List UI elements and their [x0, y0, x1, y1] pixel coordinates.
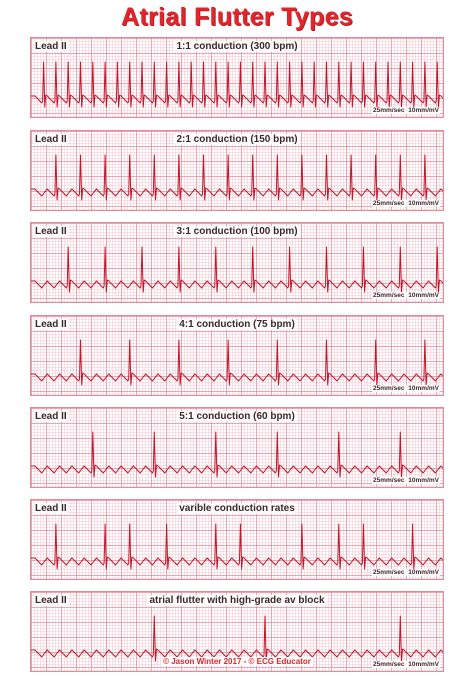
copyright-credit: © Jason Winter 2017 - © ECG Educator: [163, 657, 311, 666]
lead-label: Lead II: [35, 319, 67, 330]
lead-label: Lead II: [35, 411, 67, 422]
calibration-label: 25mm/sec 10mm/mV: [373, 385, 439, 392]
ecg-strip-3to1: [30, 222, 444, 303]
strip-title: atrial flutter with high-grade av block: [149, 595, 325, 606]
strip-title: 2:1 conduction (150 bpm): [176, 134, 298, 145]
calibration-label: 25mm/sec 10mm/mV: [373, 200, 439, 207]
strip-title: varible conduction rates: [179, 503, 295, 514]
lead-label: Lead II: [35, 595, 67, 606]
calibration-label: 25mm/sec 10mm/mV: [373, 569, 439, 576]
lead-label: Lead II: [35, 503, 67, 514]
calibration-label: 25mm/sec 10mm/mV: [373, 477, 439, 484]
lead-label: Lead II: [35, 134, 67, 145]
lead-label: Lead II: [35, 226, 67, 237]
ecg-strip-1to1: [30, 37, 444, 118]
strip-title: 4:1 conduction (75 bpm): [179, 319, 295, 330]
strip-title: 3:1 conduction (100 bpm): [176, 226, 298, 237]
page-title: Atrial Flutter Types: [121, 3, 353, 31]
calibration-label: 25mm/sec 10mm/mV: [373, 107, 439, 114]
ecg-strip-2to1: [30, 130, 444, 211]
strip-title: 5:1 conduction (60 bpm): [179, 411, 295, 422]
calibration-label: 25mm/sec 10mm/mV: [373, 292, 439, 299]
lead-label: Lead II: [35, 41, 67, 52]
ecg-strip-4to1: [30, 315, 444, 396]
strip-title: 1:1 conduction (300 bpm): [176, 41, 298, 52]
calibration-label: 25mm/sec 10mm/mV: [373, 661, 439, 668]
ecg-strip-5to1: [30, 407, 444, 488]
ecg-strip-variable: [30, 499, 444, 580]
